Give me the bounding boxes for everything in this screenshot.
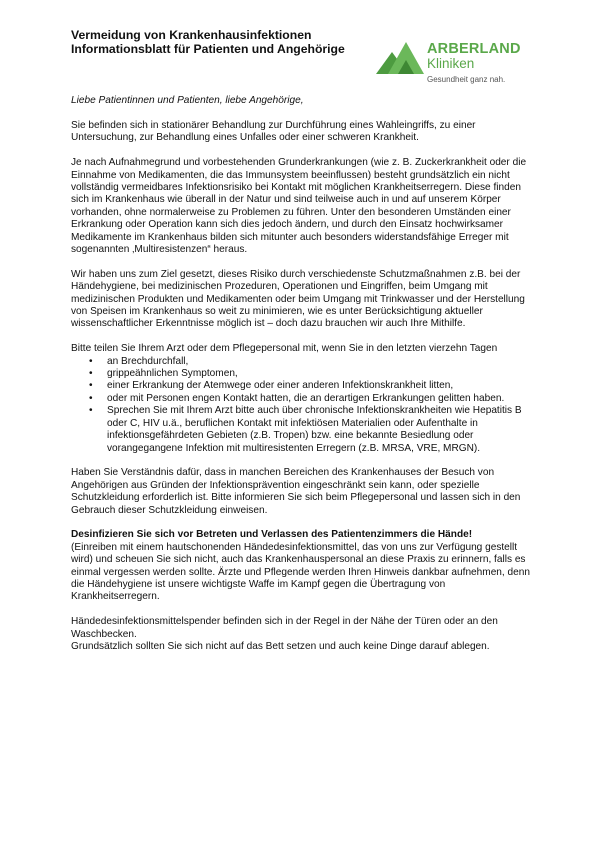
paragraph-intro: Sie befinden sich in stationärer Behandlung zur Durchführung eines Wahleingriffs, zu einer Untersuchung, zur Behandlung eines Unfalles oder einer schweren Krankheit. — [71, 120, 476, 144]
letter-body — [71, 95, 531, 666]
logo-brand: ARBERLAND — [427, 41, 521, 57]
hand-hygiene-text: (Einreiben mit einem hautschonenden Händedesinfektionsmittel, das von uns zur Verfügung gestellt wird) und scheuen Sie sich nicht, auch das Krankenhauspersonal an diese Praxis zu erinnern, falls es einmal vergessen werden sollte. Ärzte und Pflegende werden Ihren Hinweis dankbar aufnehmen, denn die Händehygiene ist unsere wichtigste Waffe im Kampf gegen die Übertragung von Krankheitserregern. — [71, 541, 530, 603]
salutation: Liebe Patientinnen und Patienten, liebe Angehörige, — [71, 95, 304, 106]
logo-mark-icon — [376, 36, 426, 78]
logo-tagline: Gesundheit ganz nah. — [427, 75, 506, 84]
list-item: • Sprechen Sie mit Ihrem Arzt bitte auch über chronische Infektionskrankheiten wie Hepatitis B oder C, HIV u.ä., beruflichen Kontakt mit infektiösen Materialien oder Aufenthalte in infektionsgefährdeten Gebieten (z.B. Tropen) bzw. eine bekannte Besiedlung oder vorangegangene Infektion mit multiresistenten Erregern (z.B. MRSA, VRE, MRGN). — [107, 405, 531, 455]
paragraph-infection-risk: Je nach Aufnahmegrund und vorbestehenden Grunderkrankungen (wie z. B. Zuckerkrankheit oder die Einnahme von Medikamenten, die das Immunsystem beeinflussen) besteht grundsätzlich ein nicht vollständig vermeidbares Infektionsrisiko bei Kontakt mit möglichen Krankheitserregern. Diese finden sich im Krankenhaus wie überall in der Natur und sind teilweise auch in und auf unserem Körper vorhanden, ohne normalerweise zu Problemen zu führen. Unter den besonderen Umständen einer Erkrankung oder Operation kann sich dies jedoch ändern, und durch den Einsatz hochwirksamer Medikamente im Krankenhaus bilden sich mitunter auch besonders widerstandsfähige Erreger mit sogenannten ‚Multiresistenzen“ heraus. — [71, 157, 527, 256]
paragraph-hand-hygiene — [71, 529, 531, 603]
arberland-logo — [374, 30, 524, 90]
title-line-1: Vermeidung von Krankenhausinfektionen — [71, 28, 312, 42]
list-item: • grippeähnlichen Symptomen, — [107, 368, 531, 380]
bed-text: Grundsätzlich sollten Sie sich nicht auf das Bett setzen und auch keine Dinge darauf ablegen. — [71, 640, 490, 652]
paragraph-visitors: Haben Sie Verständnis dafür, dass in manchen Bereichen des Krankenhauses der Besuch von Angehörigen aus Gründen der Infektionsprävention eingeschränkt sein kann, oder spezielle Schutzkleidung erforderlich ist. Bitte informieren Sie sich beim Pflegepersonal und lassen sich in den Gebrauch dieser Schutzkleidung einweisen. — [71, 467, 521, 516]
paragraph-protection-measures: Wir haben uns zum Ziel gesetzt, dieses Risiko durch verschiedenste Schutzmaßnahmen z.B. bei der Händehygiene, bei medizinischen Prozeduren, Operationen und Eingriffen, beim Umgang mit medizinischen Produkten und Medikamenten oder beim Umgang mit Trinkwasser und der Herstellung von Speisen im Krankenhaus so weit zu minimieren, wie es unter Berücksichtigung aktueller wissenschaftlicher Erkenntnisse möglich ist – doch dazu brauchen wir auch Ihre Mithilfe. — [71, 268, 525, 330]
list-item: • einer Erkrankung der Atemwege oder einer anderen Infektionskrankheit litten, — [107, 380, 531, 392]
symptom-list — [71, 356, 531, 455]
paragraph-dispensers — [71, 616, 531, 653]
logo-subtitle: Kliniken — [427, 56, 475, 71]
hand-hygiene-heading: Desinfizieren Sie sich vor Betreten und Verlassen des Patientenzimmers die Hände! — [71, 529, 473, 541]
list-item: • an Brechdurchfall, — [107, 356, 531, 368]
dispenser-text: Händedesinfektionsmittelspender befinden sich in der Regel in der Nähe der Türen oder an den Waschbecken. — [71, 616, 498, 640]
paragraph-report-intro: Bitte teilen Sie Ihrem Arzt oder dem Pflegepersonal mit, wenn Sie in den letzten vierzehn Tagen — [71, 343, 498, 355]
title-line-2: Informationsblatt für Patienten und Angehörige — [71, 42, 345, 56]
page-title — [71, 28, 345, 56]
list-item: • oder mit Personen engen Kontakt hatten, die an derartigen Erkrankungen gelitten haben. — [107, 393, 531, 405]
